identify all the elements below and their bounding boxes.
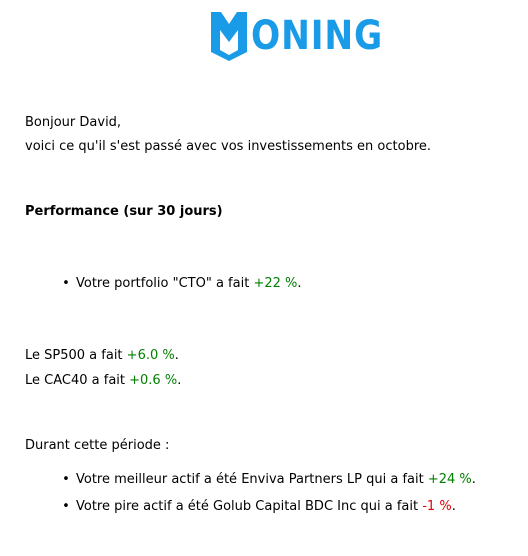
moning-logo <box>209 10 405 62</box>
best-asset: Votre meilleur actif a été Enviva Partners LP qui a fait +24 %. <box>76 472 476 487</box>
bullet-icon: • <box>62 472 70 487</box>
greeting-line: Bonjour David, <box>25 115 122 130</box>
worst-asset-value: -1 % <box>422 499 452 514</box>
brand-wordmark: ONING <box>251 13 384 59</box>
best-asset-value: +24 % <box>427 472 472 487</box>
portfolio-performance: Votre portfolio "CTO" a fait +22 %. <box>76 276 302 291</box>
bullet-icon: • <box>62 276 70 291</box>
index-sp500: Le SP500 a fait +6.0 %. <box>25 348 179 363</box>
intro-line: voici ce qu'il s'est passé avec vos investissements en octobre. <box>25 139 432 154</box>
cac40-value: +0.6 % <box>129 373 178 388</box>
performance-heading: Performance (sur 30 jours) <box>25 204 223 219</box>
bullet-icon: • <box>62 499 70 514</box>
portfolio-value: +22 % <box>253 276 298 291</box>
period-intro: Durant cette période : <box>25 438 170 453</box>
worst-asset: Votre pire actif a été Golub Capital BDC Inc qui a fait -1 %. <box>76 499 456 514</box>
index-cac40: Le CAC40 a fait +0.6 %. <box>25 373 182 388</box>
moning-m-shield-icon <box>209 10 249 62</box>
sp500-value: +6.0 % <box>126 348 175 363</box>
